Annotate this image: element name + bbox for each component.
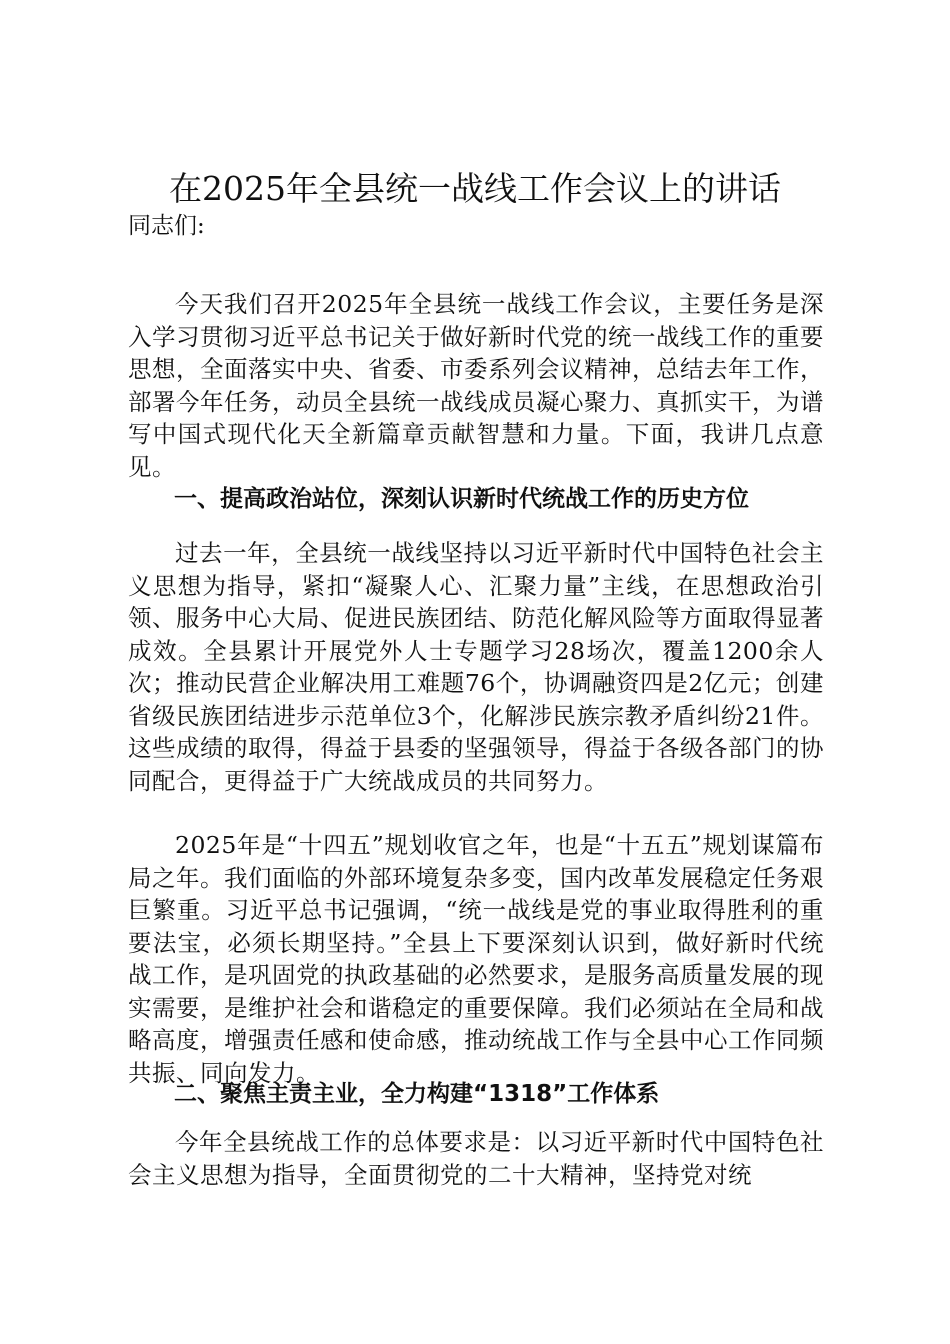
document-title: 在2025年全县统一战线工作会议上的讲话 [169,169,781,208]
section-heading-2: 二、聚焦主责主业，全力构建“1318”工作体系 [174,1081,660,1107]
salutation: 同志们: [128,213,205,239]
paragraph-review: 过去一年，全县统一战线坚持以习近平新时代中国特色社会主义思想为指导，紧扣“凝聚人心、汇聚力量”主线，在思想政治引领、服务中心大局、促进民族团结、防范化解风险等方面取得显著成效。全县累计开展党外人士专题学习28场次，覆盖1200余人次；推动民营企业解决用工难题76个，协调融资四是2亿元；创建省级民族团结进步示范单位3个，化解涉民族宗教矛盾纠纷21件。这些成绩的取得，得益于县委的坚强领导，得益于各级各部门的协同配合，更得益于广大统战成员的共同努力。 [128,539,824,795]
section-heading-1: 一、提高政治站位，深刻认识新时代统战工作的历史方位 [174,486,749,512]
paragraph-situation: 2025年是“十四五”规划收官之年，也是“十五五”规划谋篇布局之年。我们面临的外部环境复杂多变，国内改革发展稳定任务艰巨繁重。习近平总书记强调，“统一战线是党的事业取得胜利的重要法宝，必须长期坚持。”全县上下要深刻认识到，做好新时代统战工作，是巩固党的执政基础的必然要求，是服务高质量发展的现实需要，是维护社会和谐稳定的重要保障。我们必须站在全局和战略高度，增强责任感和使命感，推动统战工作与全县中心工作同频共振、同向发力。 [128,831,824,1087]
paragraph-requirements: 今年全县统战工作的总体要求是：以习近平新时代中国特色社会主义思想为指导，全面贯彻党的二十大精神，坚持党对统 [128,1128,824,1189]
paragraph-intro: 今天我们召开2025年全县统一战线工作会议，主要任务是深入学习贯彻习近平总书记关于做好新时代党的统一战线工作的重要思想，全面落实中央、省委、市委系列会议精神，总结去年工作，部署今年任务，动员全县统一战线成员凝心聚力、真抓实干，为谱写中国式现代化天全新篇章贡献智慧和力量。下面，我讲几点意见。 [128,290,824,481]
